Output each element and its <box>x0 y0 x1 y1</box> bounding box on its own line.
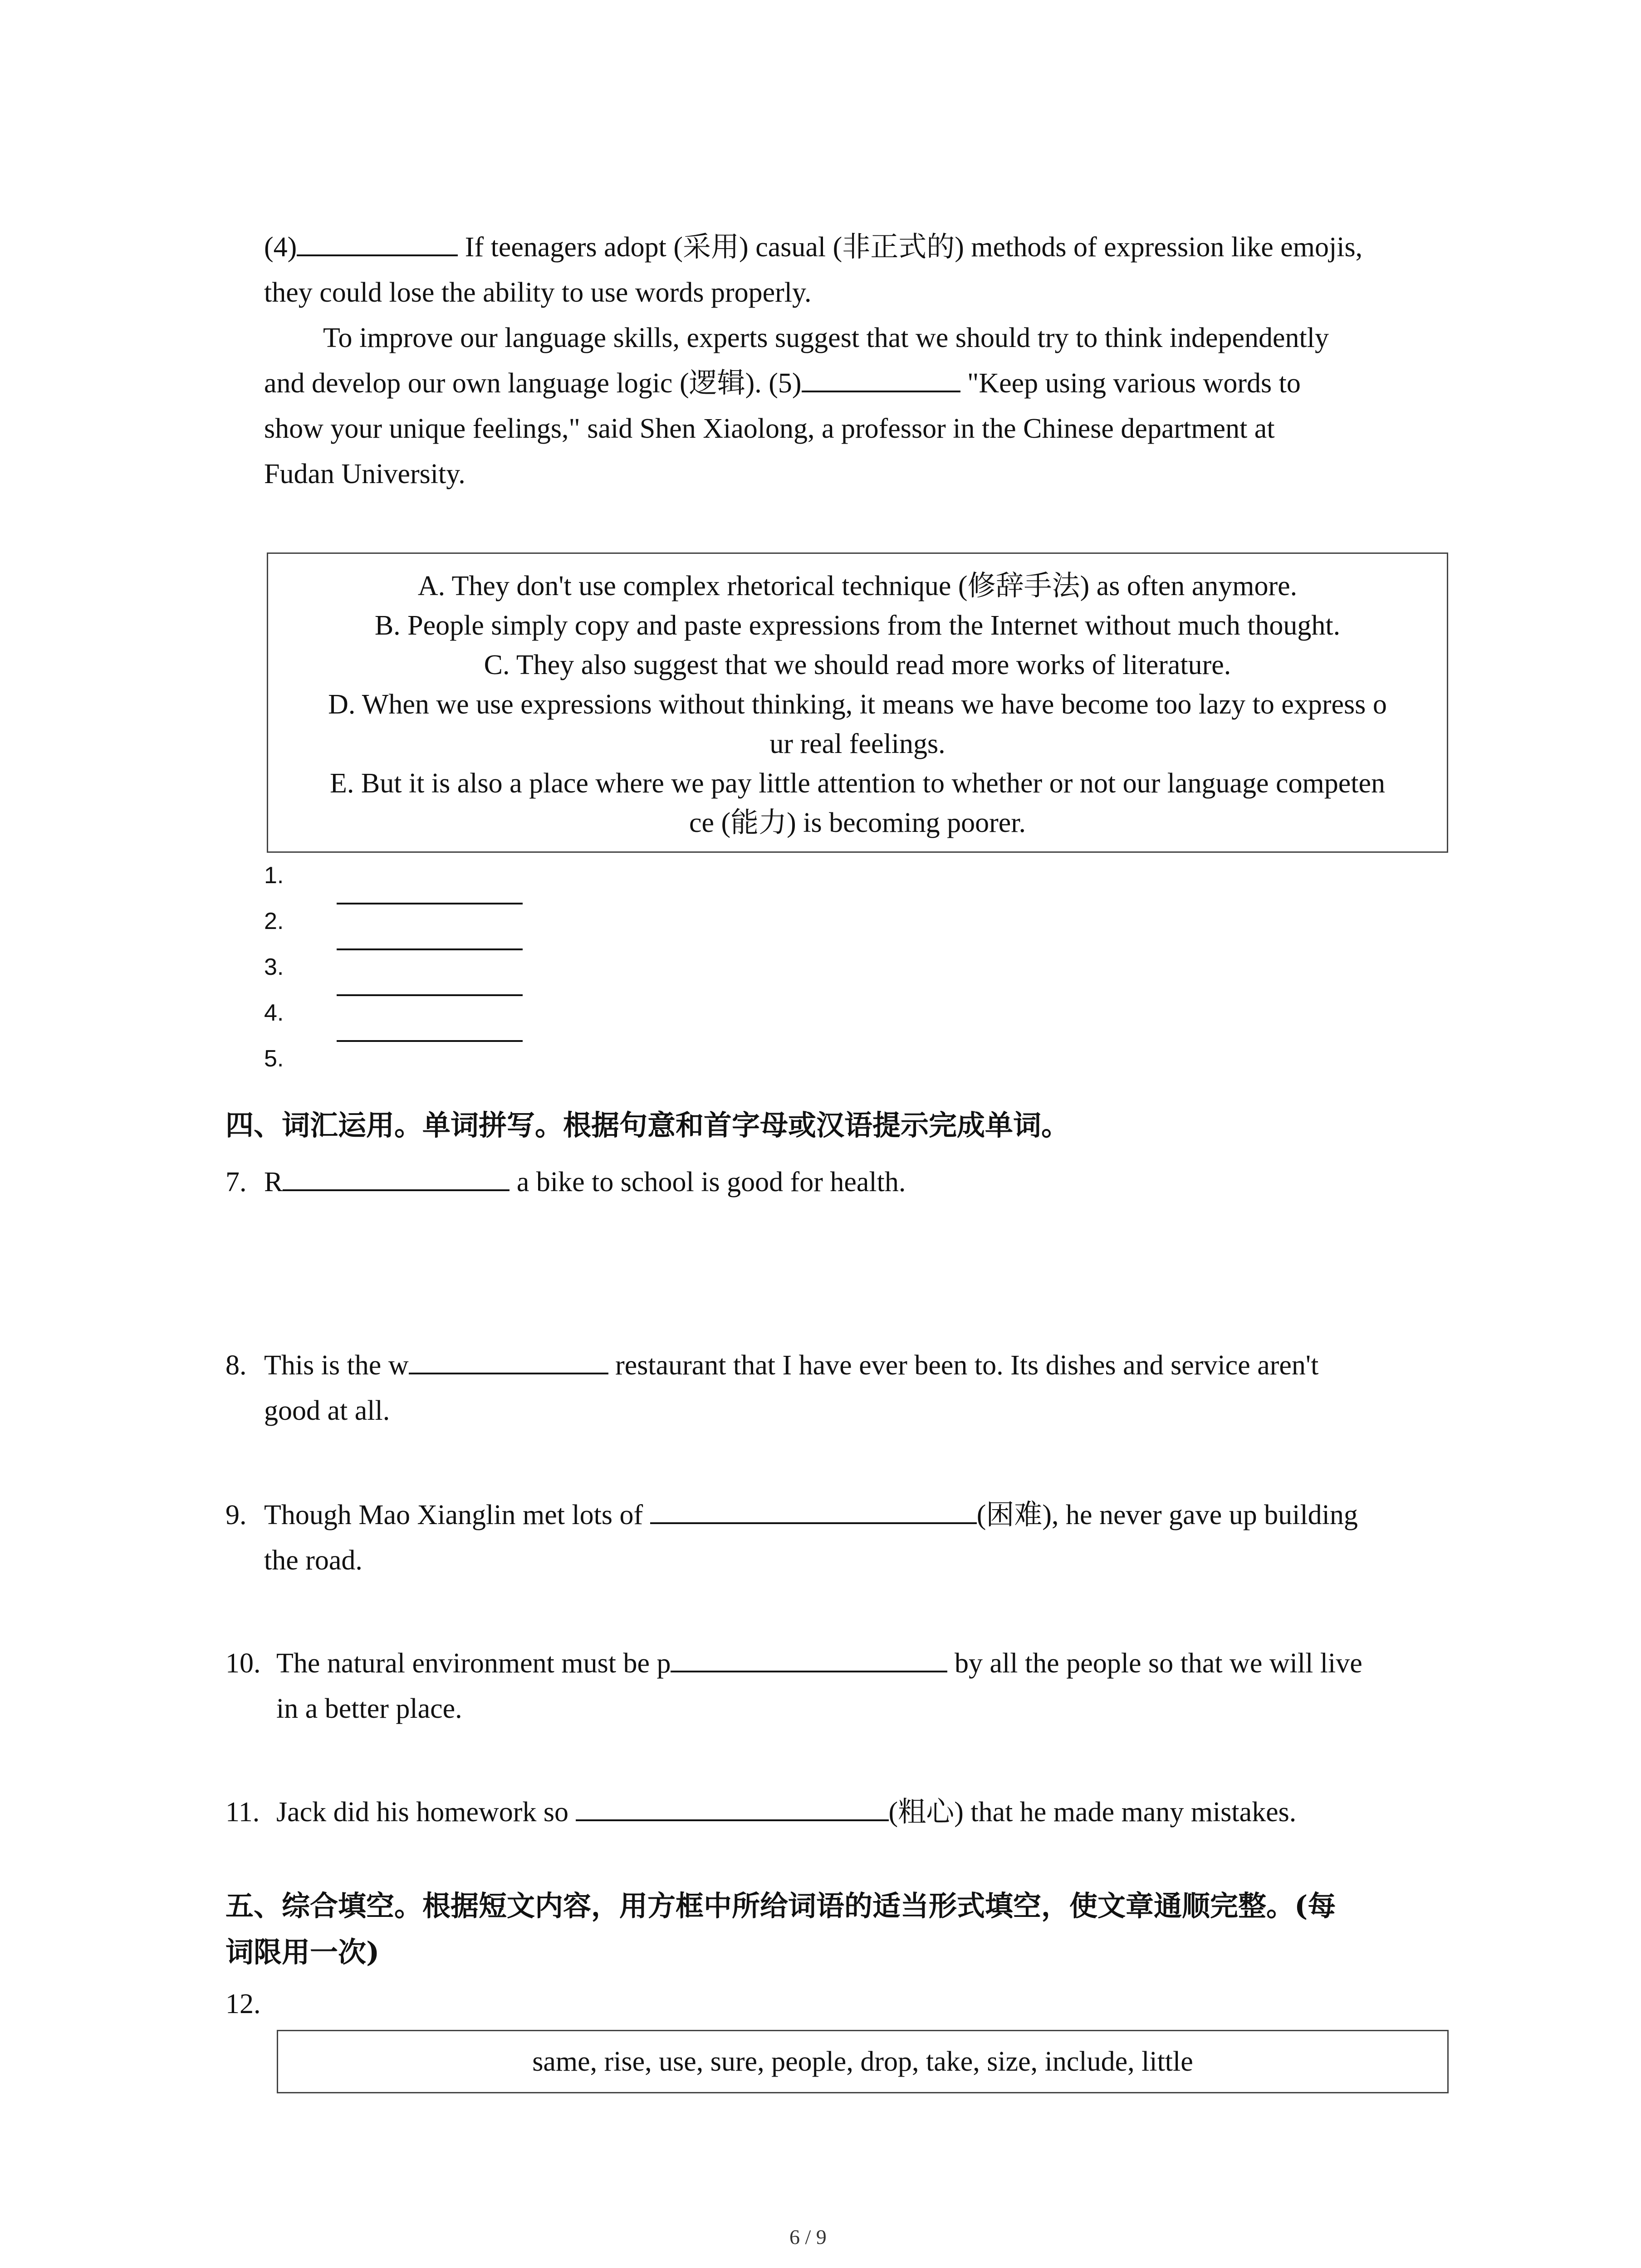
passage-line-4 <box>264 361 1444 406</box>
section-4-heading: 四、词汇运用。单词拼写。根据句意和首字母或汉语提示完成单词。 <box>225 1109 1070 1142</box>
answer-number-4: 4. <box>264 1000 284 1026</box>
question-12-number: 12. <box>225 1989 261 2019</box>
question-number: 11. <box>225 1797 260 1828</box>
question-text: restaurant that I have ever been to. Its dishes and service aren't <box>615 1350 1319 1381</box>
option-d-line1: D. When we use expressions without thinking, it means we have become too lazy to express o <box>328 689 1387 720</box>
passage-text: If teenagers adopt (采用) casual (非正式的) methods of expression like emojis, <box>465 232 1363 263</box>
word-box-text: same, rise, use, sure, people, drop, take, size, include, little <box>532 2046 1193 2077</box>
answer-blank-9[interactable] <box>650 1495 977 1524</box>
passage-line-3: To improve our language skills, experts suggest that we should try to think independently <box>323 323 1329 353</box>
option-d-line2: ur real feelings. <box>769 728 945 759</box>
page-number: 6 / 9 <box>789 2225 827 2248</box>
answer-blank-7[interactable] <box>283 1162 509 1191</box>
answer-line-1[interactable] <box>337 903 523 904</box>
answer-blank-10[interactable] <box>671 1643 947 1672</box>
answer-number-2: 2. <box>264 908 284 934</box>
answer-number-5: 5. <box>264 1046 284 1072</box>
passage-text: and develop our own language logic (逻辑). (5) <box>264 368 802 399</box>
word-box <box>277 2030 1449 2093</box>
question-text: by all the people so that we will live <box>954 1648 1362 1679</box>
passage-line-6: Fudan University. <box>264 459 465 489</box>
answer-blank-11[interactable] <box>576 1792 889 1821</box>
option-b: B. People simply copy and paste expressions from the Internet without much thought. <box>374 610 1341 641</box>
passage-text: "Keep using various words to <box>967 368 1301 399</box>
question-text: Jack did his homework so <box>276 1797 569 1828</box>
question-number: 9. <box>225 1500 247 1530</box>
question-text-line2: the road. <box>264 1545 362 1576</box>
question-text-line2: good at all. <box>264 1395 390 1426</box>
option-c: C. They also suggest that we should read more works of literature. <box>484 650 1231 680</box>
question-text: The natural environment must be p <box>276 1648 671 1679</box>
option-e-line1: E. But it is also a place where we pay little attention to whether or not our language competen <box>330 768 1385 799</box>
blank-4[interactable] <box>297 227 458 256</box>
question-number: 8. <box>225 1350 247 1381</box>
options-box <box>267 552 1448 853</box>
question-text: This is the w <box>264 1350 409 1381</box>
question-text: a bike to school is good for health. <box>516 1167 906 1198</box>
option-e-line2: ce (能力) is becoming poorer. <box>689 807 1026 838</box>
passage-line-5: show your unique feelings," said Shen Xiaolong, a professor in the Chinese department at <box>264 413 1275 444</box>
answer-line-3[interactable] <box>337 994 523 996</box>
question-number: 10. <box>225 1648 261 1679</box>
answer-number-1: 1. <box>264 862 284 889</box>
blank-label-4: (4) <box>264 232 297 263</box>
option-a: A. They don't use complex rhetorical technique (修辞手法) as often anymore. <box>417 571 1298 601</box>
question-text: (粗心) that he made many mistakes. <box>888 1797 1297 1828</box>
blank-5[interactable] <box>802 363 960 392</box>
question-text: Though Mao Xianglin met lots of <box>264 1500 643 1530</box>
passage-line-1 <box>264 225 1444 270</box>
answer-number-3: 3. <box>264 954 284 980</box>
answer-line-4[interactable] <box>337 1040 523 1042</box>
section-5-heading-line2: 词限用一次) <box>225 1936 380 1969</box>
question-text-line2: in a better place. <box>276 1693 462 1724</box>
section-5-heading-line1: 五、综合填空。根据短文内容，用方框中所给词语的适当形式填空，使文章通顺完整。(每 <box>225 1889 1336 1922</box>
question-text: R <box>264 1167 283 1198</box>
section-5-heading <box>225 1883 1473 1975</box>
answer-blank-8[interactable] <box>409 1345 608 1374</box>
question-text: (困难), he never gave up building <box>976 1500 1358 1530</box>
passage-line-2: they could lose the ability to use words properly. <box>264 277 812 308</box>
answer-line-2[interactable] <box>337 948 523 950</box>
question-number: 7. <box>225 1167 247 1198</box>
passage <box>264 225 1444 497</box>
